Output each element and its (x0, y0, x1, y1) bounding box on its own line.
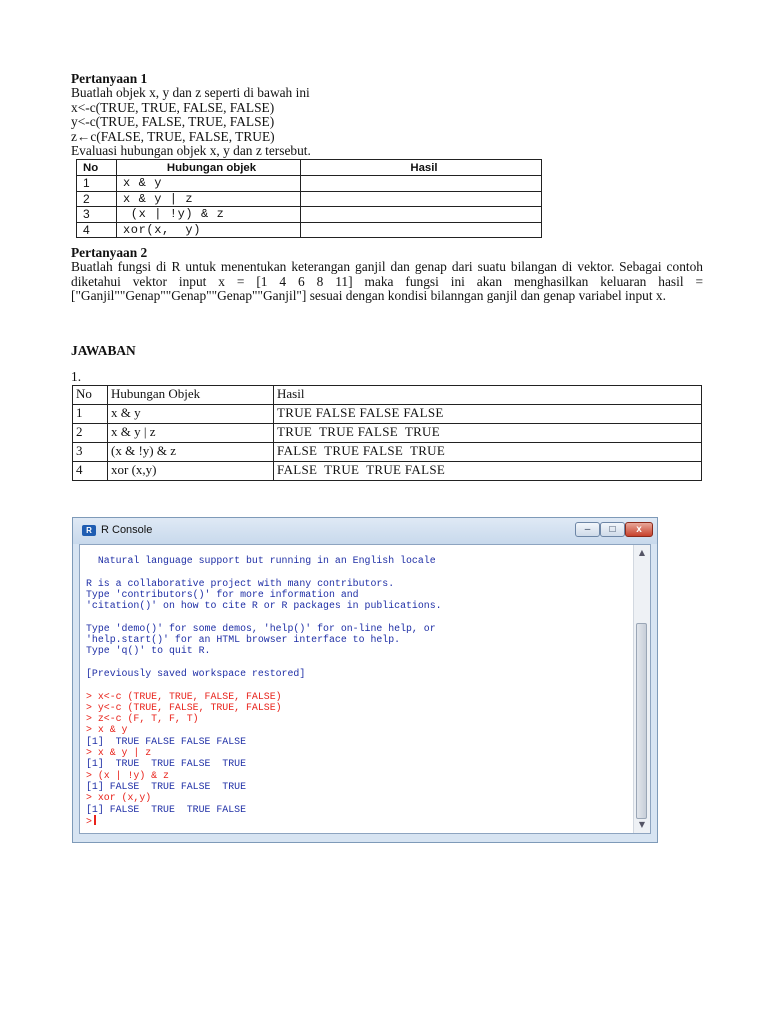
console-line (86, 657, 631, 668)
column-header-result: Hasil (274, 385, 702, 404)
column-header-result: Hasil (301, 160, 542, 176)
row-relation: (x | !y) & z (117, 207, 301, 222)
console-line: [1] TRUE TRUE FALSE TRUE (86, 758, 247, 770)
console-text (86, 555, 631, 826)
column-header-no: No (73, 385, 108, 404)
table-row (77, 207, 542, 222)
question-1-table (76, 159, 542, 238)
console-line: > x & y | z (86, 747, 152, 759)
window-title: R Console (101, 524, 153, 536)
console-line: > x<-c (TRUE, TRUE, FALSE, FALSE) (86, 690, 282, 702)
prompt-symbol: > (86, 815, 92, 827)
column-header-no: No (77, 160, 117, 176)
scrollbar-thumb[interactable] (636, 623, 647, 819)
row-result (301, 191, 542, 206)
question-1-line: Buatlah objek x, y dan z seperti di bawah ini (71, 85, 310, 101)
row-result (301, 207, 542, 222)
row-result: TRUE FALSE FALSE FALSE (274, 404, 702, 423)
question-1-line: z←c(FALSE, TRUE, FALSE, TRUE) (71, 128, 275, 144)
row-number: 4 (77, 222, 117, 237)
document-body (71, 72, 703, 481)
console-line (86, 679, 631, 690)
row-relation: x & y (117, 176, 301, 191)
scroll-up-arrow-icon[interactable]: ▲ (638, 548, 646, 557)
scroll-down-arrow-icon[interactable]: ▼ (638, 820, 646, 829)
row-result: TRUE TRUE FALSE TRUE (274, 423, 702, 442)
table-row (77, 176, 542, 191)
answer-table (72, 385, 702, 481)
minimize-button[interactable]: – (575, 522, 600, 537)
table-row (73, 442, 702, 461)
console-line: [1] FALSE TRUE TRUE FALSE (86, 803, 247, 815)
row-relation: xor(x, y) (117, 222, 301, 237)
console-line (86, 566, 631, 577)
console-line: > z<-c (F, T, F, T) (86, 713, 199, 725)
row-result (301, 222, 542, 237)
row-relation: x & y | z (117, 191, 301, 206)
table-row (77, 191, 542, 206)
vertical-scrollbar[interactable] (633, 545, 650, 833)
row-result (301, 176, 542, 191)
row-relation: x & y | z (108, 423, 274, 442)
text-cursor (94, 815, 96, 825)
console-line: Type 'q()' to quit R. (86, 645, 211, 657)
close-button[interactable]: x (625, 522, 653, 537)
table-row (73, 423, 702, 442)
console-line: Type 'contributors()' for more information and (86, 588, 359, 600)
console-line: 'citation()' on how to cite R or R packages in publications. (86, 600, 442, 612)
console-line: Type 'demo()' for some demos, 'help()' for on-line help, or (86, 622, 436, 634)
r-console-window (72, 517, 658, 843)
question-2-body: Buatlah fungsi di R untuk menentukan keterangan ganjil dan genap dari suatu bilangan di vektor. Sebagai contoh diketahui vektor input x = [1 4 6 8 11] maka fungsi ini akan menghasilkan keluaran hasil = ["Ganjil""Genap""Genap""Genap""Ganjil"] sesuai dengan kondisi bilanngan ganjil dan genap variabel input x. (71, 259, 703, 304)
row-number: 1 (73, 404, 108, 423)
maximize-button[interactable]: □ (600, 522, 625, 537)
window-titlebar[interactable] (73, 518, 657, 544)
r-logo-icon: R (82, 525, 96, 536)
console-line (86, 611, 631, 622)
column-header-relation: Hubungan Objek (108, 385, 274, 404)
row-number: 4 (73, 461, 108, 480)
question-1-line: Evaluasi hubungan objek x, y dan z tersebut. (71, 143, 311, 159)
table-row (73, 461, 702, 480)
console-line: 'help.start()' for an HTML browser interface to help. (86, 634, 401, 646)
question-1-line: x<-c(TRUE, TRUE, FALSE, FALSE) (71, 99, 275, 115)
row-number: 3 (73, 442, 108, 461)
question-1-line: y<-c(TRUE, FALSE, TRUE, FALSE) (71, 114, 275, 130)
console-line: Natural language support but running in an English locale (86, 555, 436, 566)
row-result: FALSE TRUE FALSE TRUE (274, 442, 702, 461)
console-line: [Previously saved workspace restored] (86, 667, 306, 679)
row-relation: xor (x,y) (108, 461, 274, 480)
table-row (77, 222, 542, 237)
table-header-row (73, 385, 702, 404)
console-line: > x & y (86, 724, 128, 736)
row-relation: (x & !y) & z (108, 442, 274, 461)
console-line: [1] FALSE TRUE FALSE TRUE (86, 780, 247, 792)
console-line: [1] TRUE FALSE FALSE FALSE (86, 735, 247, 747)
row-result: FALSE TRUE TRUE FALSE (274, 461, 702, 480)
console-output-area[interactable] (79, 544, 651, 834)
table-row (73, 404, 702, 423)
console-line: R is a collaborative project with many contributors. (86, 577, 395, 589)
table-header-row (77, 160, 542, 176)
console-line: > (x | !y) & z (86, 769, 169, 781)
row-relation: x & y (108, 404, 274, 423)
console-prompt[interactable] (86, 815, 631, 826)
row-number: 2 (77, 191, 117, 206)
answer-title: JAWABAN (71, 342, 136, 358)
question-2-title: Pertanyaan 2 (71, 245, 148, 261)
question-1-title: Pertanyaan 1 (71, 71, 148, 86)
console-line: > y<-c (TRUE, FALSE, TRUE, FALSE) (86, 701, 282, 713)
row-number: 1 (77, 176, 117, 191)
answer-number: 1. (71, 369, 82, 385)
console-line: > xor (x,y) (86, 792, 152, 804)
row-number: 2 (73, 423, 108, 442)
row-number: 3 (77, 207, 117, 222)
column-header-relation: Hubungan objek (117, 160, 301, 176)
